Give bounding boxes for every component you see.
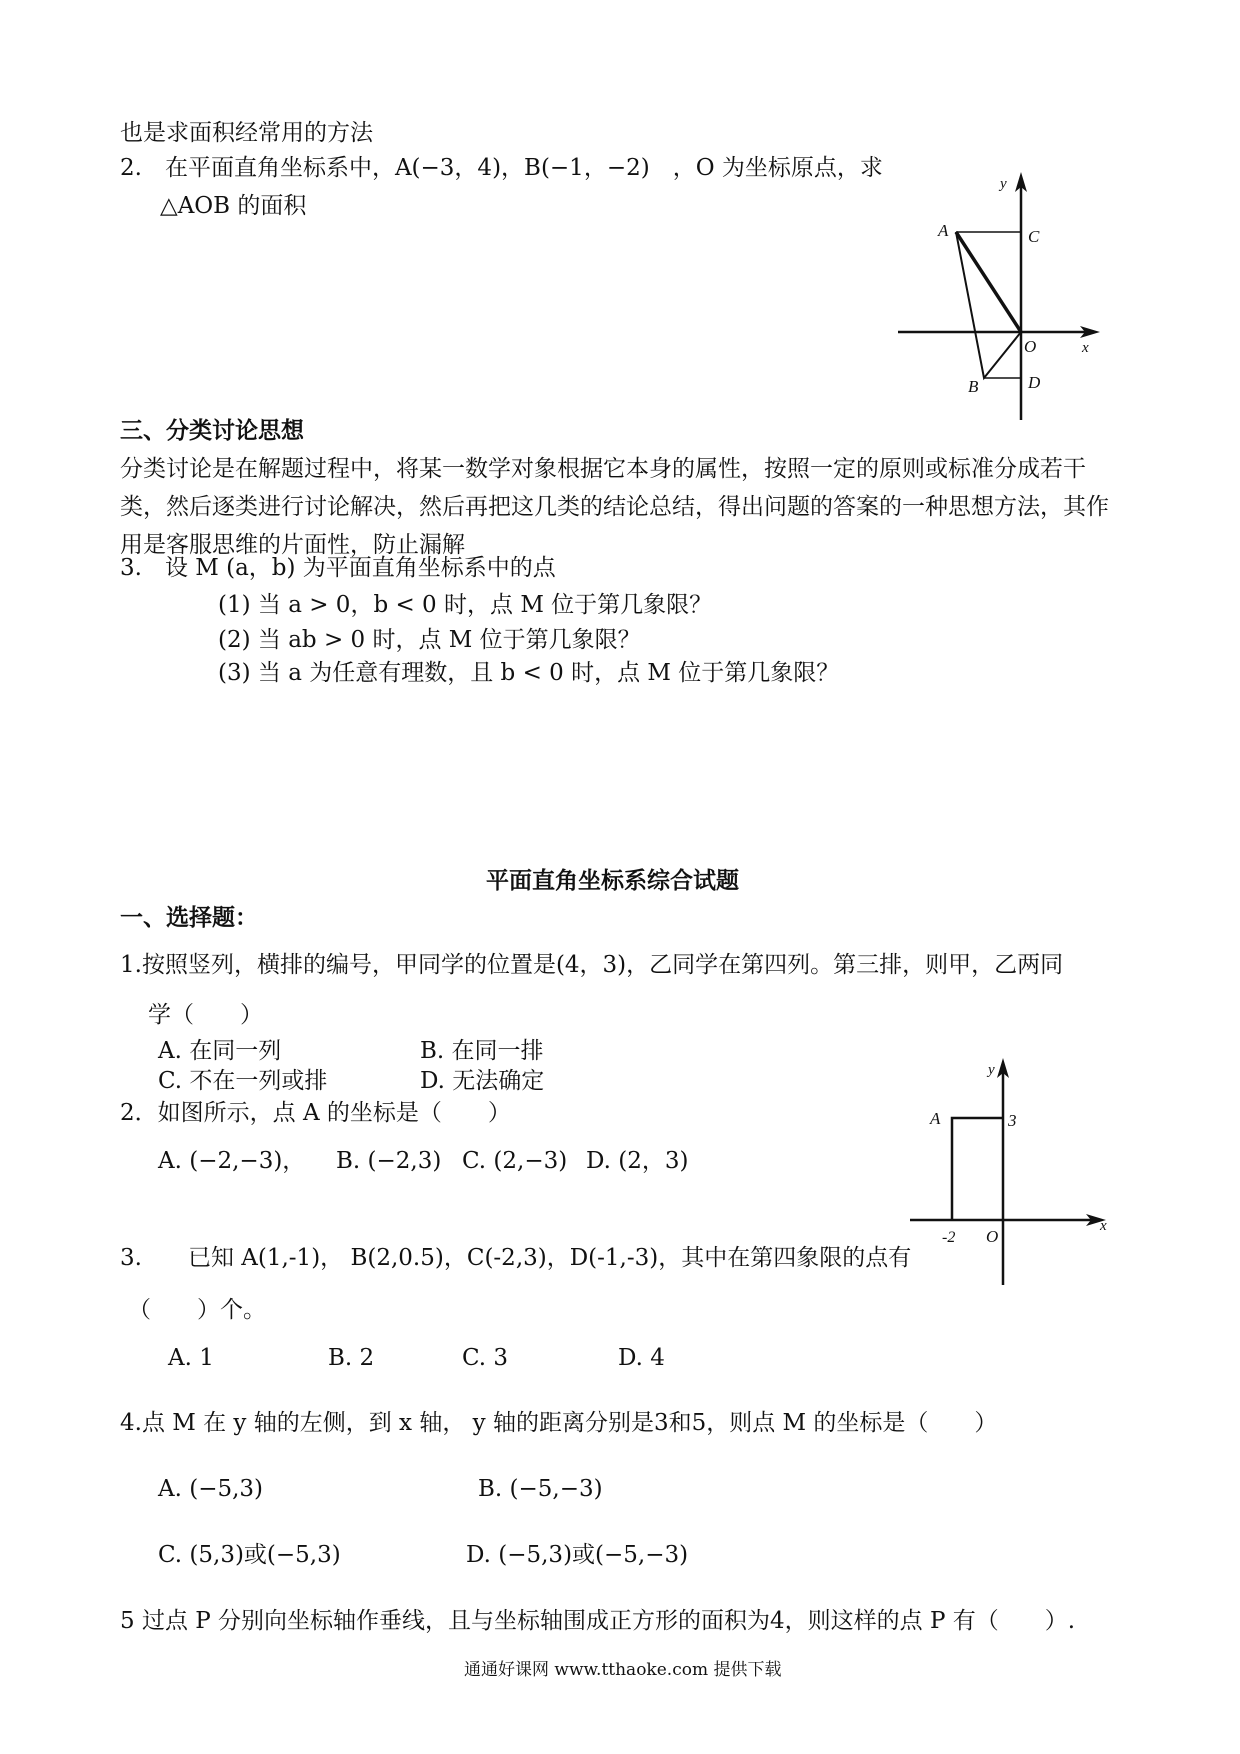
triangle-aob — [956, 232, 1021, 378]
test-title: 平面直角坐标系综合试题 — [486, 868, 739, 894]
section3-sub2: (2) 当 ab > 0 时，点 M 位于第几象限？ — [218, 627, 641, 653]
section3-sub3: (3) 当 a 为任意有理数，且 b < 0 时，点 M 位于第几象限？ — [218, 660, 840, 686]
test-q4-option-a: A. (−5,3) — [158, 1476, 264, 1502]
test-q3-option-b: B. 2 — [328, 1345, 375, 1371]
test-q1-line1: 1.按照竖列，横排的编号，甲同学的位置是(4，3)，乙同学在第四列。第三排，则甲，乙两同 — [120, 952, 1064, 978]
label-neg2: -2 — [942, 1229, 956, 1246]
label-o: O — [1024, 337, 1037, 356]
label-o: O — [986, 1227, 999, 1246]
test-q2-option-c: C. (2,−3) — [462, 1148, 568, 1174]
section3-paragraph: 分类讨论是在解题过程中，将某一数学对象根据它本身的属性，按照一定的原则或标准分成若干类，然后逐类进行讨论解决，然后再把这几类的结论总结，得出问题的答案的一种思想方法，其作用是客服思维的片面性，防止漏解 — [120, 456, 1109, 558]
rectangle-lines — [952, 1118, 1003, 1220]
label-c: C — [1028, 227, 1040, 246]
point-a-figure — [900, 1050, 1120, 1290]
label-a: A — [938, 221, 949, 240]
test-q1-option-d: D. 无法确定 — [420, 1068, 545, 1094]
test-q1-option-c: C. 不在一列或排 — [158, 1068, 328, 1094]
test-q4-stem: 4.点 M 在 y 轴的左侧，到 x 轴， y 轴的距离分别是3和5，则点 M 的坐标是（ ） — [120, 1410, 998, 1436]
test-q1-option-a: A. 在同一列 — [158, 1038, 282, 1064]
test-q3-option-a: A. 1 — [168, 1345, 214, 1371]
test-q1-line2: 学（ ） — [148, 1002, 263, 1028]
test-q4-option-d: D. (−5,3)或(−5,−3) — [466, 1542, 689, 1568]
test-q3-stem: 3. 已知 A(1,-1)， B(2,0.5)，C(-2,3)，D(-1,-3)，其中在第四象限的点有 — [120, 1245, 912, 1271]
intro-line: 也是求面积经常用的方法 — [120, 120, 373, 146]
label-y: y — [1000, 176, 1007, 192]
label-d: D — [1028, 373, 1041, 392]
test-q3-line2: （ ）个。 — [128, 1297, 266, 1323]
q2-area-line2: △AOB 的面积 — [160, 193, 307, 219]
test-q2-option-d: D. (2，3) — [586, 1148, 689, 1174]
test-q4-option-b: B. (−5,−3) — [478, 1476, 603, 1502]
page-footer: 通通好课网 www.tthaoke.com 提供下载 — [464, 1660, 782, 1680]
label-x: x — [1082, 340, 1089, 356]
test-q3-option-c: C. 3 — [462, 1345, 509, 1371]
test-q4-option-c: C. (5,3)或(−5,3) — [158, 1542, 341, 1568]
label-x: x — [1100, 1218, 1107, 1234]
test-q5-stem: 5 过点 P 分别向坐标轴作垂线，且与坐标轴围成正方形的面积为4，则这样的点 P 有（ ）. — [120, 1608, 1076, 1634]
section3-heading: 三、分类讨论思想 — [120, 418, 304, 444]
q2-area-line1: 2. 在平面直角坐标系中，A(−3，4)，B(−1，−2) ，O 为坐标原点，求 — [120, 155, 883, 181]
test-q2-option-a: A. (−2,−3)， — [158, 1148, 306, 1174]
section3-sub1: (1) 当 a > 0，b < 0 时，点 M 位于第几象限？ — [218, 592, 713, 618]
label-3: 3 — [1008, 1111, 1017, 1130]
test-q2-stem: 2．如图所示，点 A 的坐标是（ ） — [120, 1100, 511, 1126]
label-b: B — [968, 377, 979, 396]
label-y: y — [988, 1062, 995, 1078]
section3-q3: 3. 设 M (a，b) 为平面直角坐标系中的点 — [120, 555, 556, 581]
test-q3-option-d: D. 4 — [618, 1345, 665, 1371]
test-q1-option-b: B. 在同一排 — [420, 1038, 544, 1064]
test-q2-option-b: B. (−2,3) — [336, 1148, 442, 1174]
label-a: A — [930, 1109, 941, 1128]
triangle-aob-figure — [890, 170, 1120, 425]
part1-heading: 一、选择题： — [120, 905, 258, 931]
